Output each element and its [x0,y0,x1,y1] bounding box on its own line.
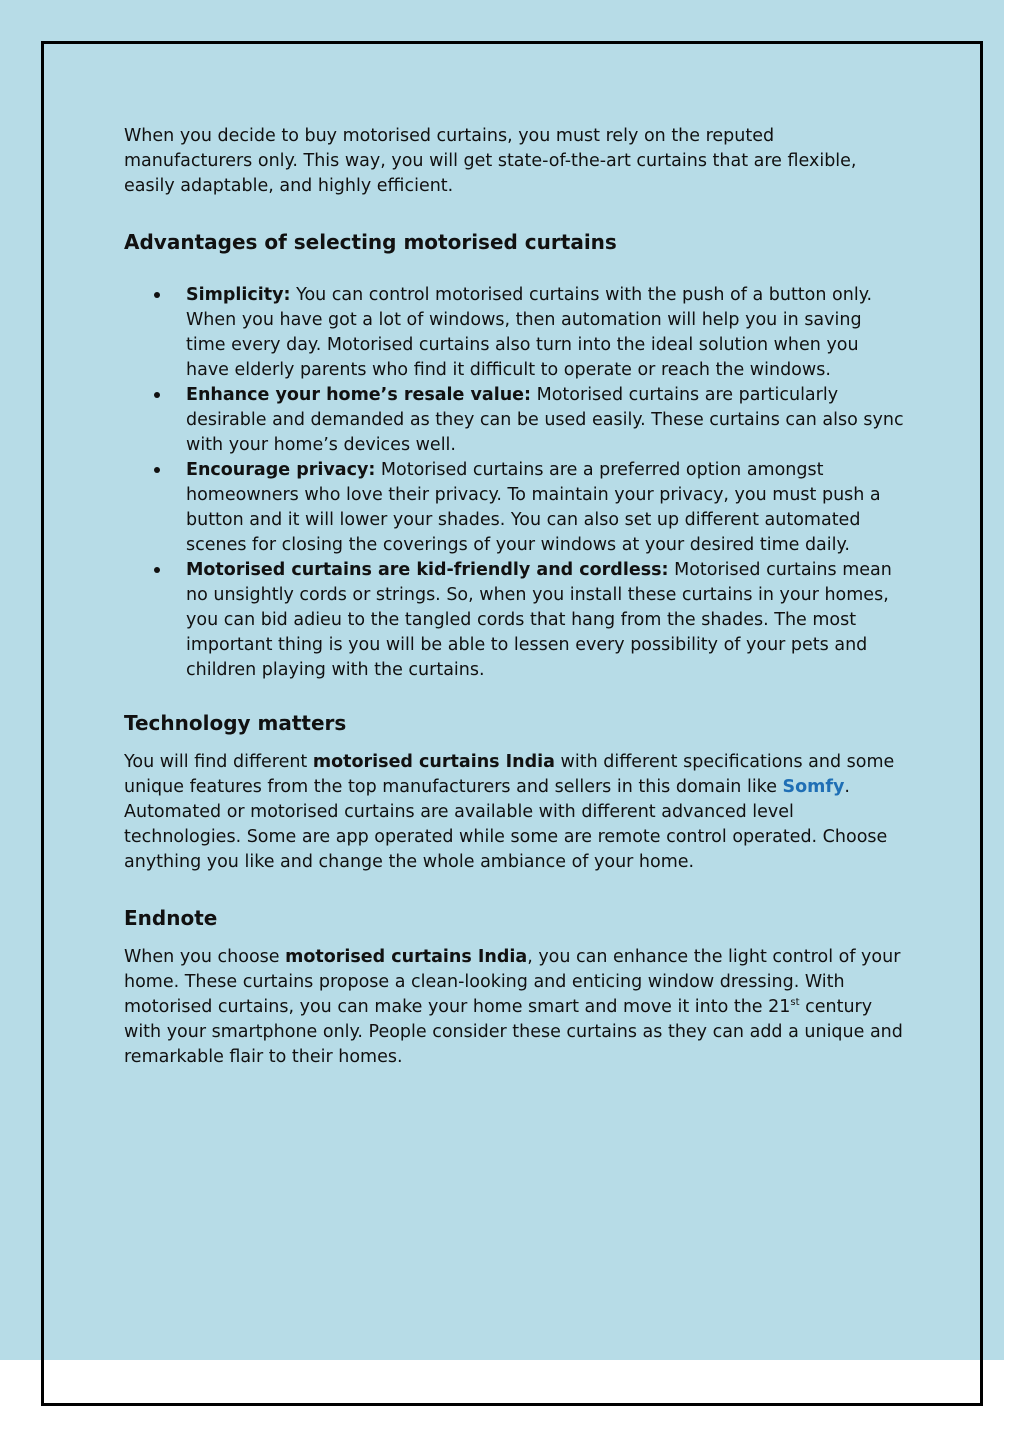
technology-paragraph [124,750,904,875]
technology-text-1: You will find different [124,752,313,772]
list-item [124,558,904,683]
list-item [124,383,904,458]
endnote-text-1: When you choose [124,947,286,967]
bullet-icon [154,292,160,298]
list-item-text: You can control motorised curtains with the push of a button only. When you have got a lot of windows, then automation will help you in saving time every day. Motorised curtains also turn into the ideal solution when you have elderly parents who find it difficult to operate or reach the windows. [186,285,873,380]
technology-heading: Technology matters [124,711,347,735]
list-item-title: Simplicity: [186,285,291,305]
technology-text-3: . Automated or motorised curtains are available with different advanced level technologies. Some are app operated while some are remote control operated. Choose anything you like and change the whole ambiance of your home. [124,777,888,872]
list-item [124,283,904,383]
endnote-keyword: motorised curtains India [285,947,528,967]
bullet-icon [154,467,160,473]
technology-text-2: with different specifications and some unique features from the top manufacturers and sellers in this domain like [124,752,895,797]
endnote-text-3: century with your smartphone only. People consider these curtains as they can add a unique and remarkable flair to their homes. [124,997,903,1067]
list-item [124,458,904,558]
intro-paragraph: When you decide to buy motorised curtains, you must rely on the reputed manufacturers only. This way, you will get state-of-the-art curtains that are flexible, easily adaptable, and highly efficient. [124,126,857,196]
list-item-title: Enhance your home’s resale value: [186,385,532,405]
list-item-title: Encourage privacy: [186,460,376,480]
list-item-text: Motorised curtains are particularly desirable and demanded as they can be used easily. These curtains can also sync with your home’s devices well. [186,385,904,455]
bullet-icon [154,567,160,573]
list-item-text: Motorised curtains mean no unsightly cords or strings. So, when you install these curtains in your homes, you can bid adieu to the tangled cords that hang from the shades. The most important thing is you will be able to lessen every possibility of your pets and children playing with the curtains. [186,560,892,680]
ordinal-superscript: st [790,997,800,1008]
bullet-icon [154,392,160,398]
endnote-text-2: , you can enhance the light control of your home. These curtains propose a clean-looking and enticing window dressing. With motorised curtains, you can make your home smart and move it into the 21 [124,947,901,1017]
advantages-list [124,283,904,683]
endnote-heading: Endnote [124,906,218,930]
endnote-paragraph [124,945,904,1070]
list-item-text: Motorised curtains are a preferred option amongst homeowners who love their privacy. To maintain your privacy, you must push a button and it will lower your shades. You can also set up different automated scenes for closing the coverings of your windows at your desired time daily. [186,460,881,555]
somfy-link[interactable]: Somfy [782,777,845,797]
list-item-title: Motorised curtains are kid-friendly and cordless: [186,560,669,580]
advantages-heading: Advantages of selecting motorised curtains [124,230,617,254]
document-body [124,124,904,1070]
technology-keyword: motorised curtains India [312,752,555,772]
